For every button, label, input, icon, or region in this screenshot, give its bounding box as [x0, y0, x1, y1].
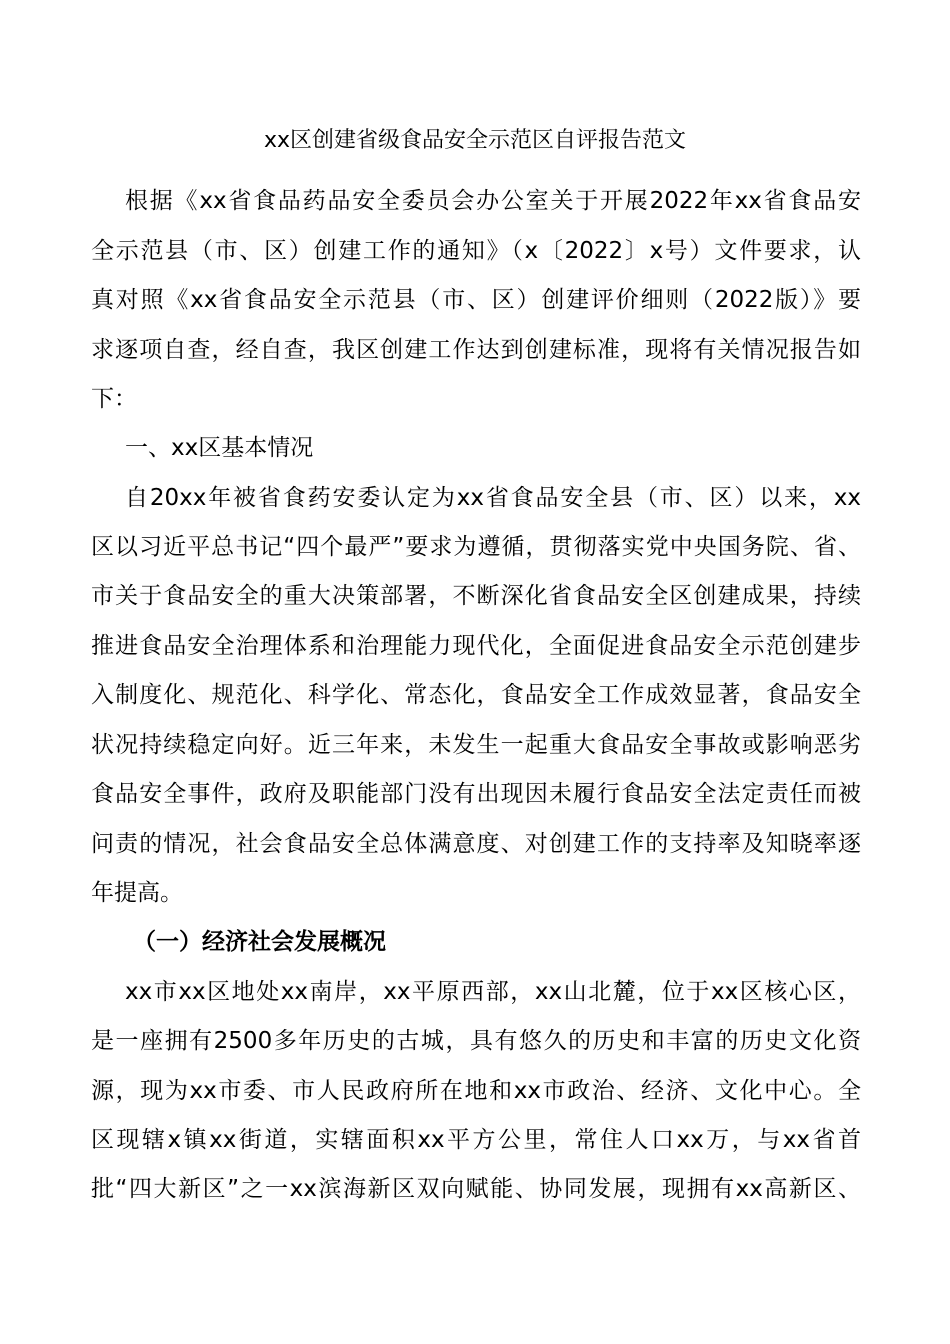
paragraph-line: 食品安全事件，政府及职能部门没有出现因未履行食品安全法定责任而被: [91, 781, 861, 807]
paragraph-line: 是一座拥有2500多年历史的古城，具有悠久的历史和丰富的历史文化资: [91, 1028, 861, 1054]
paragraph-line: 批“四大新区”之一xx滨海新区双向赋能、协同发展，现拥有xx高新区、: [91, 1176, 861, 1202]
paragraph-line: 下：: [91, 386, 137, 412]
paragraph-line: 求逐项自查，经自查，我区创建工作达到创建标准，现将有关情况报告如: [91, 337, 861, 363]
paragraph-line: 自20xx年被省食药安委认定为xx省食品安全县（市、区）以来，xx: [125, 485, 861, 511]
paragraph-line: 区以习近平总书记“四个最严”要求为遵循，贯彻落实党中央国务院、省、: [91, 534, 861, 560]
paragraph-line: 区现辖x镇xx街道，实辖面积xx平方公里，常住人口xx万，与xx省首: [91, 1127, 861, 1153]
paragraph-line: 年提高。: [91, 880, 183, 906]
document-title: xx区创建省级食品安全示范区自评报告范文: [263, 128, 687, 153]
paragraph-line: 根据《xx省食品药品安全委员会办公室关于开展2022年xx省食品安: [125, 188, 861, 214]
paragraph-line: 真对照《xx省食品安全示范县（市、区）创建评价细则（2022版）》要: [91, 287, 861, 313]
paragraph-line: 市关于食品安全的重大决策部署，不断深化省食品安全区创建成果，持续: [91, 583, 861, 609]
paragraph-line: 入制度化、规范化、科学化、常态化，食品安全工作成效显著，食品安全: [91, 682, 861, 708]
section-heading: 一、xx区基本情况: [125, 435, 314, 461]
paragraph-line: 全示范县（市、区）创建工作的通知》（x〔2022〕x号）文件要求，认: [91, 238, 861, 264]
paragraph-line: 源，现为xx市委、市人民政府所在地和xx市政治、经济、文化中心。全: [91, 1078, 861, 1104]
paragraph-line: 状况持续稳定向好。近三年来，未发生一起重大食品安全事故或影响恶劣: [91, 732, 861, 758]
paragraph-line: 问责的情况，社会食品安全总体满意度、对创建工作的支持率及知晓率逐: [91, 831, 861, 857]
paragraph-line: xx市xx区地处xx南岸，xx平原西部，xx山北麓，位于xx区核心区，: [125, 979, 861, 1005]
paragraph-line: 推进食品安全治理体系和治理能力现代化，全面促进食品安全示范创建步: [91, 633, 861, 659]
subsection-heading: （一）经济社会发展概况: [133, 929, 386, 955]
